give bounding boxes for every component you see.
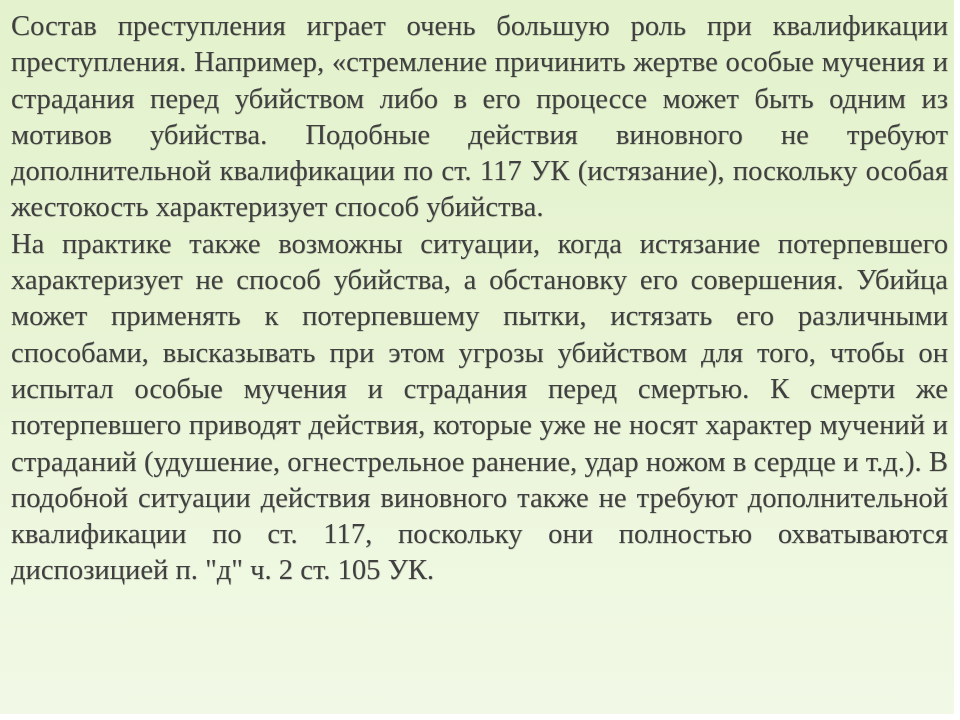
- paragraph-1: Состав преступления играет очень большую роль при квалификации преступления. Например, «стремление причинить жертве особые мучения и страдания перед убийством либо в его процессе может быть одним из мотивов убийства. Подобные действия виновного не требуют дополнительной квалификации по ст. 117 УК (истязание), поскольку особая жестокость характеризует способ убийства.: [11, 11, 948, 224]
- text-body: [11, 9, 948, 590]
- paragraph-2: На практике также возможны ситуации, когда истязание потерпевшего характеризует не способ убийства, а обстановку его совершения. Убийца может применять к потерпевшему пытки, истязать его различными способами, высказывать при этом угрозы убийством для того, чтобы он испытал особые мучения и страдания перед смертью. К смерти же потерпевшего приводят действия, которые уже не носят характер мучений и страданий (удушение, огнестрельное ранение, удар ножом в сердце и т.д.). В подобной ситуации действия виновного также не требуют дополнительной квалификации по ст. 117, поскольку они полностью охватываются диспозицией п. "д" ч. 2 ст. 105 УК.: [11, 228, 948, 587]
